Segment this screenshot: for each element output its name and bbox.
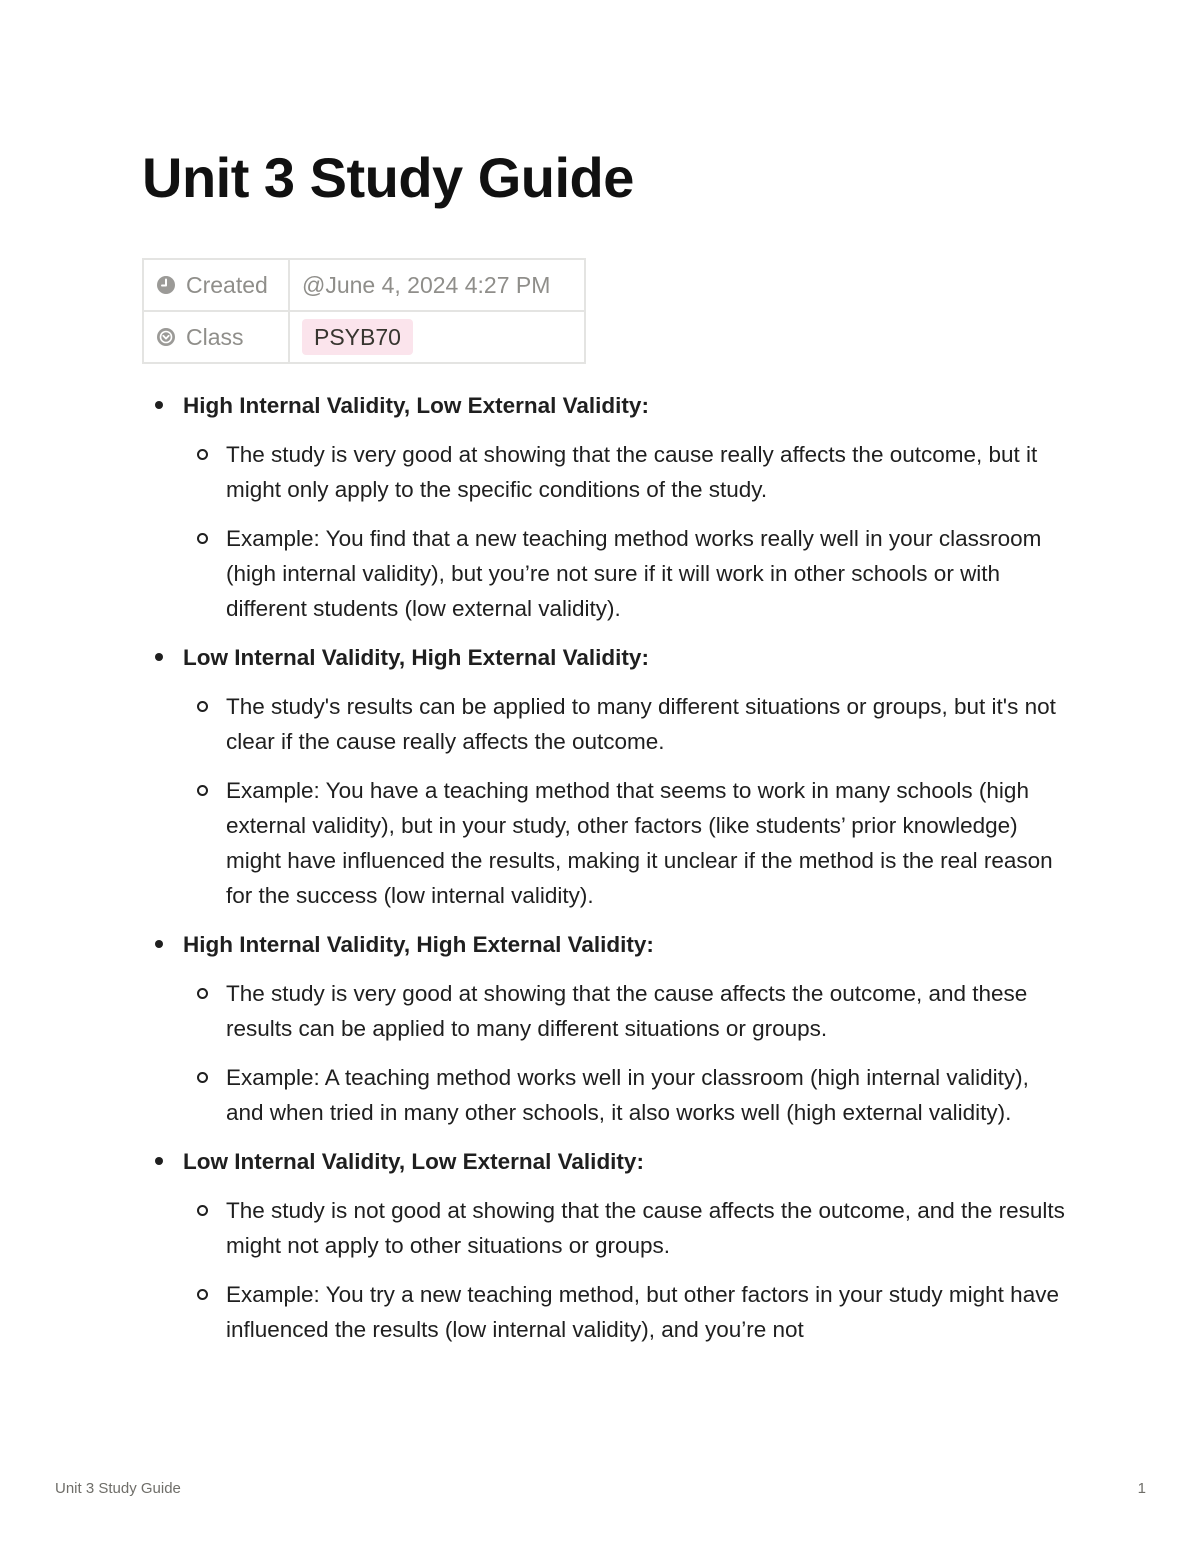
list-item: The study is not good at showing that the cause affects the outcome, and the results might not apply to other situations or groups. [183,1193,1072,1263]
footer-doc-title: Unit 3 Study Guide [55,1480,181,1497]
list-item [142,388,1072,626]
list-item: Example: A teaching method works well in your classroom (high internal validity), and when tried in many other schools, it also works well (high external validity). [183,1060,1072,1130]
created-label: Created [186,271,268,298]
property-value-cell [289,311,585,363]
section-heading: Low Internal Validity, High External Validity: [183,645,649,670]
section-heading: Low Internal Validity, Low External Validity: [183,1149,644,1174]
section-heading: High Internal Validity, Low External Validity: [183,393,649,418]
property-value-cell [289,259,585,311]
section-heading: High Internal Validity, High External Validity: [183,932,654,957]
sub-bullet-list [183,1193,1072,1347]
clock-icon [156,275,176,295]
properties-table [142,258,586,364]
property-label-cell [143,311,289,363]
property-label-cell [143,259,289,311]
list-item: The study is very good at showing that the cause affects the outcome, and these results can be applied to many different situations or groups. [183,976,1072,1046]
select-icon [156,327,176,347]
sub-bullet-list [183,976,1072,1130]
class-tag[interactable]: PSYB70 [302,319,413,355]
page-title: Unit 3 Study Guide [142,146,634,209]
bullet-list [142,388,1072,1347]
list-item [142,1144,1072,1347]
class-label: Class [186,323,244,350]
footer-page-number: 1 [1137,1480,1146,1497]
list-item: The study is very good at showing that the cause really affects the outcome, but it might only apply to the specific conditions of the study. [183,437,1072,507]
sub-bullet-list [183,689,1072,913]
property-row-created [143,259,585,311]
created-value: @June 4, 2024 4:27 PM [302,271,551,298]
list-item [142,927,1072,1130]
list-item: Example: You find that a new teaching method works really well in your classroom (high internal validity), but you’re not sure if it will work in other schools or with different students (low external validity). [183,521,1072,626]
list-item [142,640,1072,913]
list-item: Example: You have a teaching method that seems to work in many schools (high external validity), but in your study, other factors (like students’ prior knowledge) might have influenced the results, making it unclear if the method is the real reason for the success (low internal validity). [183,773,1072,913]
content [142,388,1072,1361]
list-item: Example: You try a new teaching method, but other factors in your study might have influenced the results (low internal validity), and you’re not [183,1277,1072,1347]
list-item: The study's results can be applied to many different situations or groups, but it's not clear if the cause really affects the outcome. [183,689,1072,759]
property-row-class [143,311,585,363]
sub-bullet-list [183,437,1072,626]
